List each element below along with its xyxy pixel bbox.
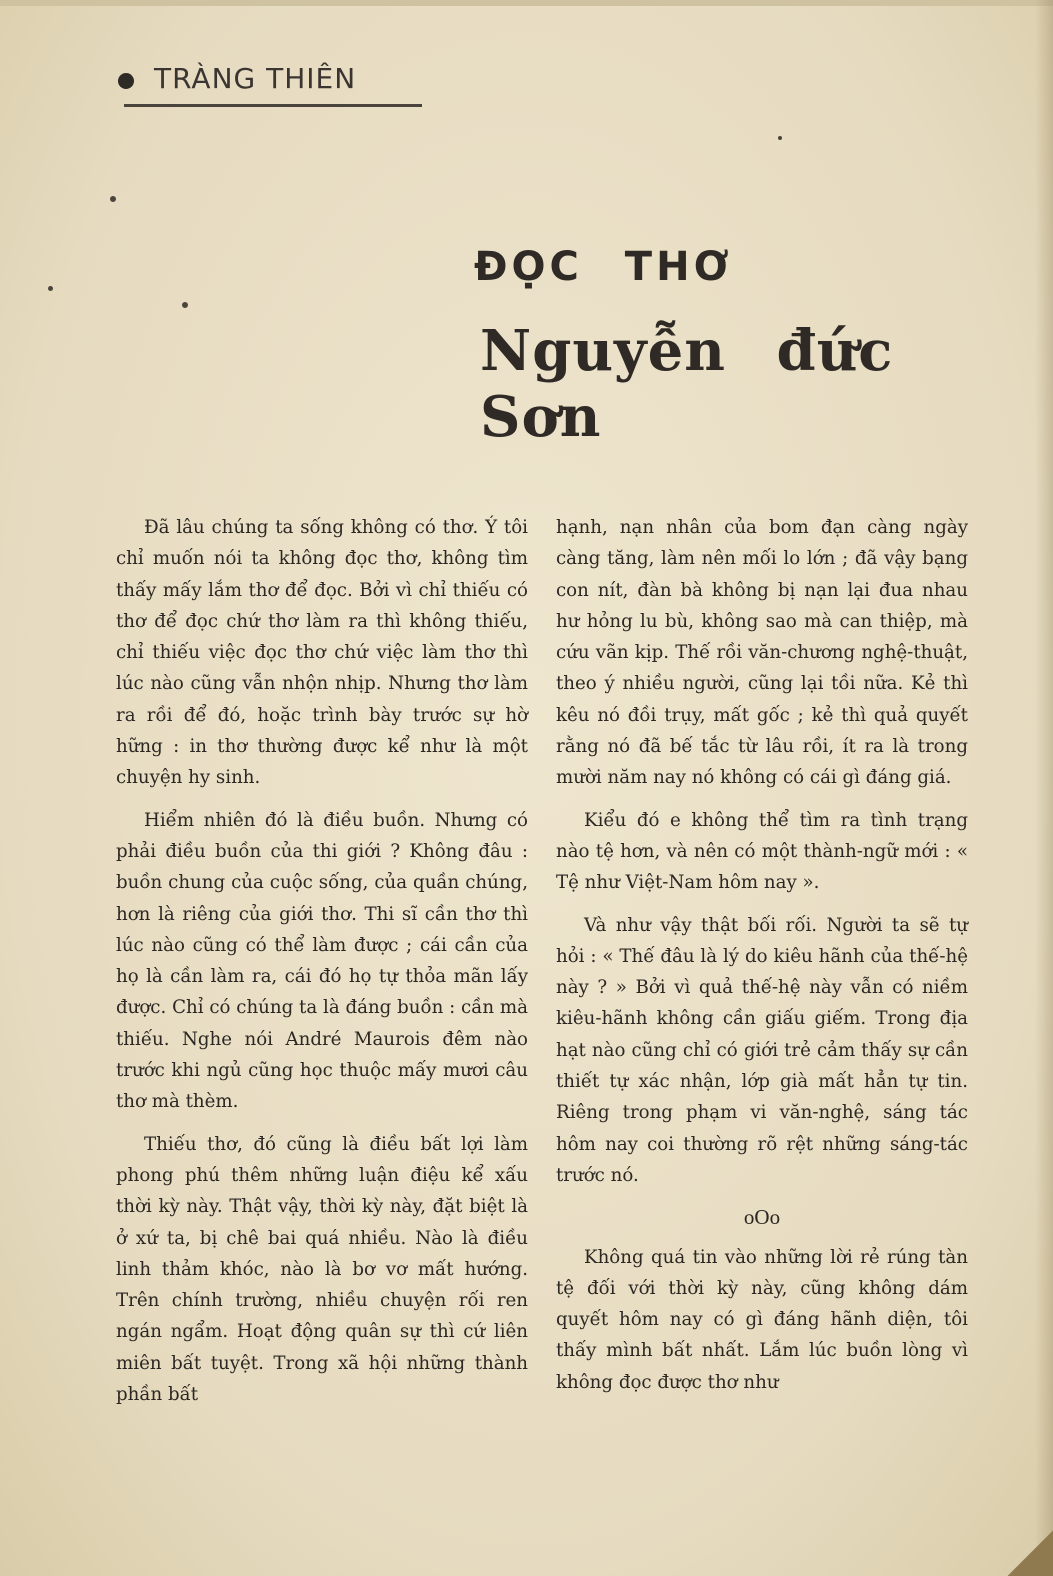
left-text-column xyxy=(116,512,528,1421)
ink-speck xyxy=(778,136,782,140)
paragraph: Không quá tin vào những lời rẻ rúng tàn tệ đối với thời kỳ này, cũng không dám quyết hôm nay có gì đáng hãnh diện, tôi thấy mình bất nhất. Lắm lúc buồn lòng vì không đọc được thơ như xyxy=(556,1246,968,1393)
ink-speck xyxy=(110,196,116,202)
ink-speck xyxy=(48,286,53,291)
article-title-kicker: ĐỌC THƠ xyxy=(474,244,733,290)
article-title: Nguyễn đức Sơn xyxy=(480,318,894,450)
paragraph: Thiếu thơ, đó cũng là điều bất lợi làm phong phú thêm những luận điệu kể xấu thời kỳ này. Thật vậy, thời kỳ này, đặt biệt là ở xứ ta, bị chê bai quá nhiều. Nào là điều linh thảm khóc, nào là bơ vơ mất hướng. Trên chính trường, nhiều chuyện rối ren ngán ngẩm. Hoạt động quân sự thì cứ liên miên bất tuyệt. Trong xã hội những thành phần bất xyxy=(116,1133,528,1406)
paragraph: Kiểu đó e không thể tìm ra tình trạng nào tệ hơn, và nên có một thành-ngữ mới : « Tệ như Việt-Nam hôm nay ». xyxy=(556,809,968,894)
author-name: TRÀNG THIÊN xyxy=(154,62,357,95)
page-edge-shadow xyxy=(1035,0,1053,1576)
paragraph: Hiểm nhiên đó là điều buồn. Nhưng có phải điều buồn của thi giới ? Không đâu : buồn chung của cuộc sống, của quần chúng, hơn là riêng của giới thơ. Thi sĩ cần thơ thì lúc nào cũng có thể làm được ; cái cần của họ là cần làm ra, cái đó họ tự thỏa mãn lấy được. Chỉ có chúng ta là đáng buồn : cần mà thiếu. Nghe nói André Maurois đêm nào trước khi ngủ cũng học thuộc mấy mươi câu thơ mà thèm. xyxy=(116,809,528,1113)
page-corner-fold xyxy=(1007,1530,1053,1576)
paragraph: Đã lâu chúng ta sống không có thơ. Ý tôi chỉ muốn nói ta không đọc thơ, không tìm thấy mấy lắm thơ để đọc. Bởi vì chỉ thiếu có thơ để đọc chứ thơ làm ra thì không thiếu, chỉ thiếu việc đọc thơ chứ việc làm thơ thì lúc nào cũng vẫn nhộn nhịp. Nhưng thơ làm ra rồi để đó, hoặc trình bày trước sự hờ hững : in thơ thường được kể như là một chuyện hy sinh. xyxy=(116,517,528,789)
paragraph: hạnh, nạn nhân của bom đạn càng ngày càng tăng, làm nên mối lo lớn ; đã vậy bạng con nít, đàn bà không bị nạn lại đua nhau hư hỏng lu bù, không sao mà can thiệp, mà cứu vãn kịp. Thế rồi văn-chương nghệ-thuật, theo ý nhiều người, cũng lại tồi nữa. Kẻ thì kêu nó đồi trụy, mất gốc ; kẻ thì quả quyết rằng nó đã bế tắc từ lâu rồi, ít ra là trong mười năm nay nó không có cái gì đáng giá. xyxy=(556,517,968,789)
ink-speck xyxy=(182,302,188,308)
bullet-icon xyxy=(118,73,134,89)
section-separator: oOo xyxy=(743,1205,781,1230)
right-text-column xyxy=(556,512,968,1409)
byline-underline xyxy=(124,104,422,107)
author-byline xyxy=(118,62,356,95)
paragraph: Và như vậy thật bối rối. Người ta sẽ tự hỏi : « Thế đâu là lý do kiêu hãnh của thế-hệ này ? » Bởi vì quả thế-hệ này vẫn có niềm kiêu-hãnh không cần giấu giếm. Trong địa hạt nào cũng chỉ có giới trẻ cảm thấy sự cần thiết tự xác nhận, lớp già mất hẳn tự tin. Riêng trong phạm vi văn-nghệ, sáng tác hôm nay coi thường rõ rệt những sáng-tác trước nó. xyxy=(556,914,968,1186)
